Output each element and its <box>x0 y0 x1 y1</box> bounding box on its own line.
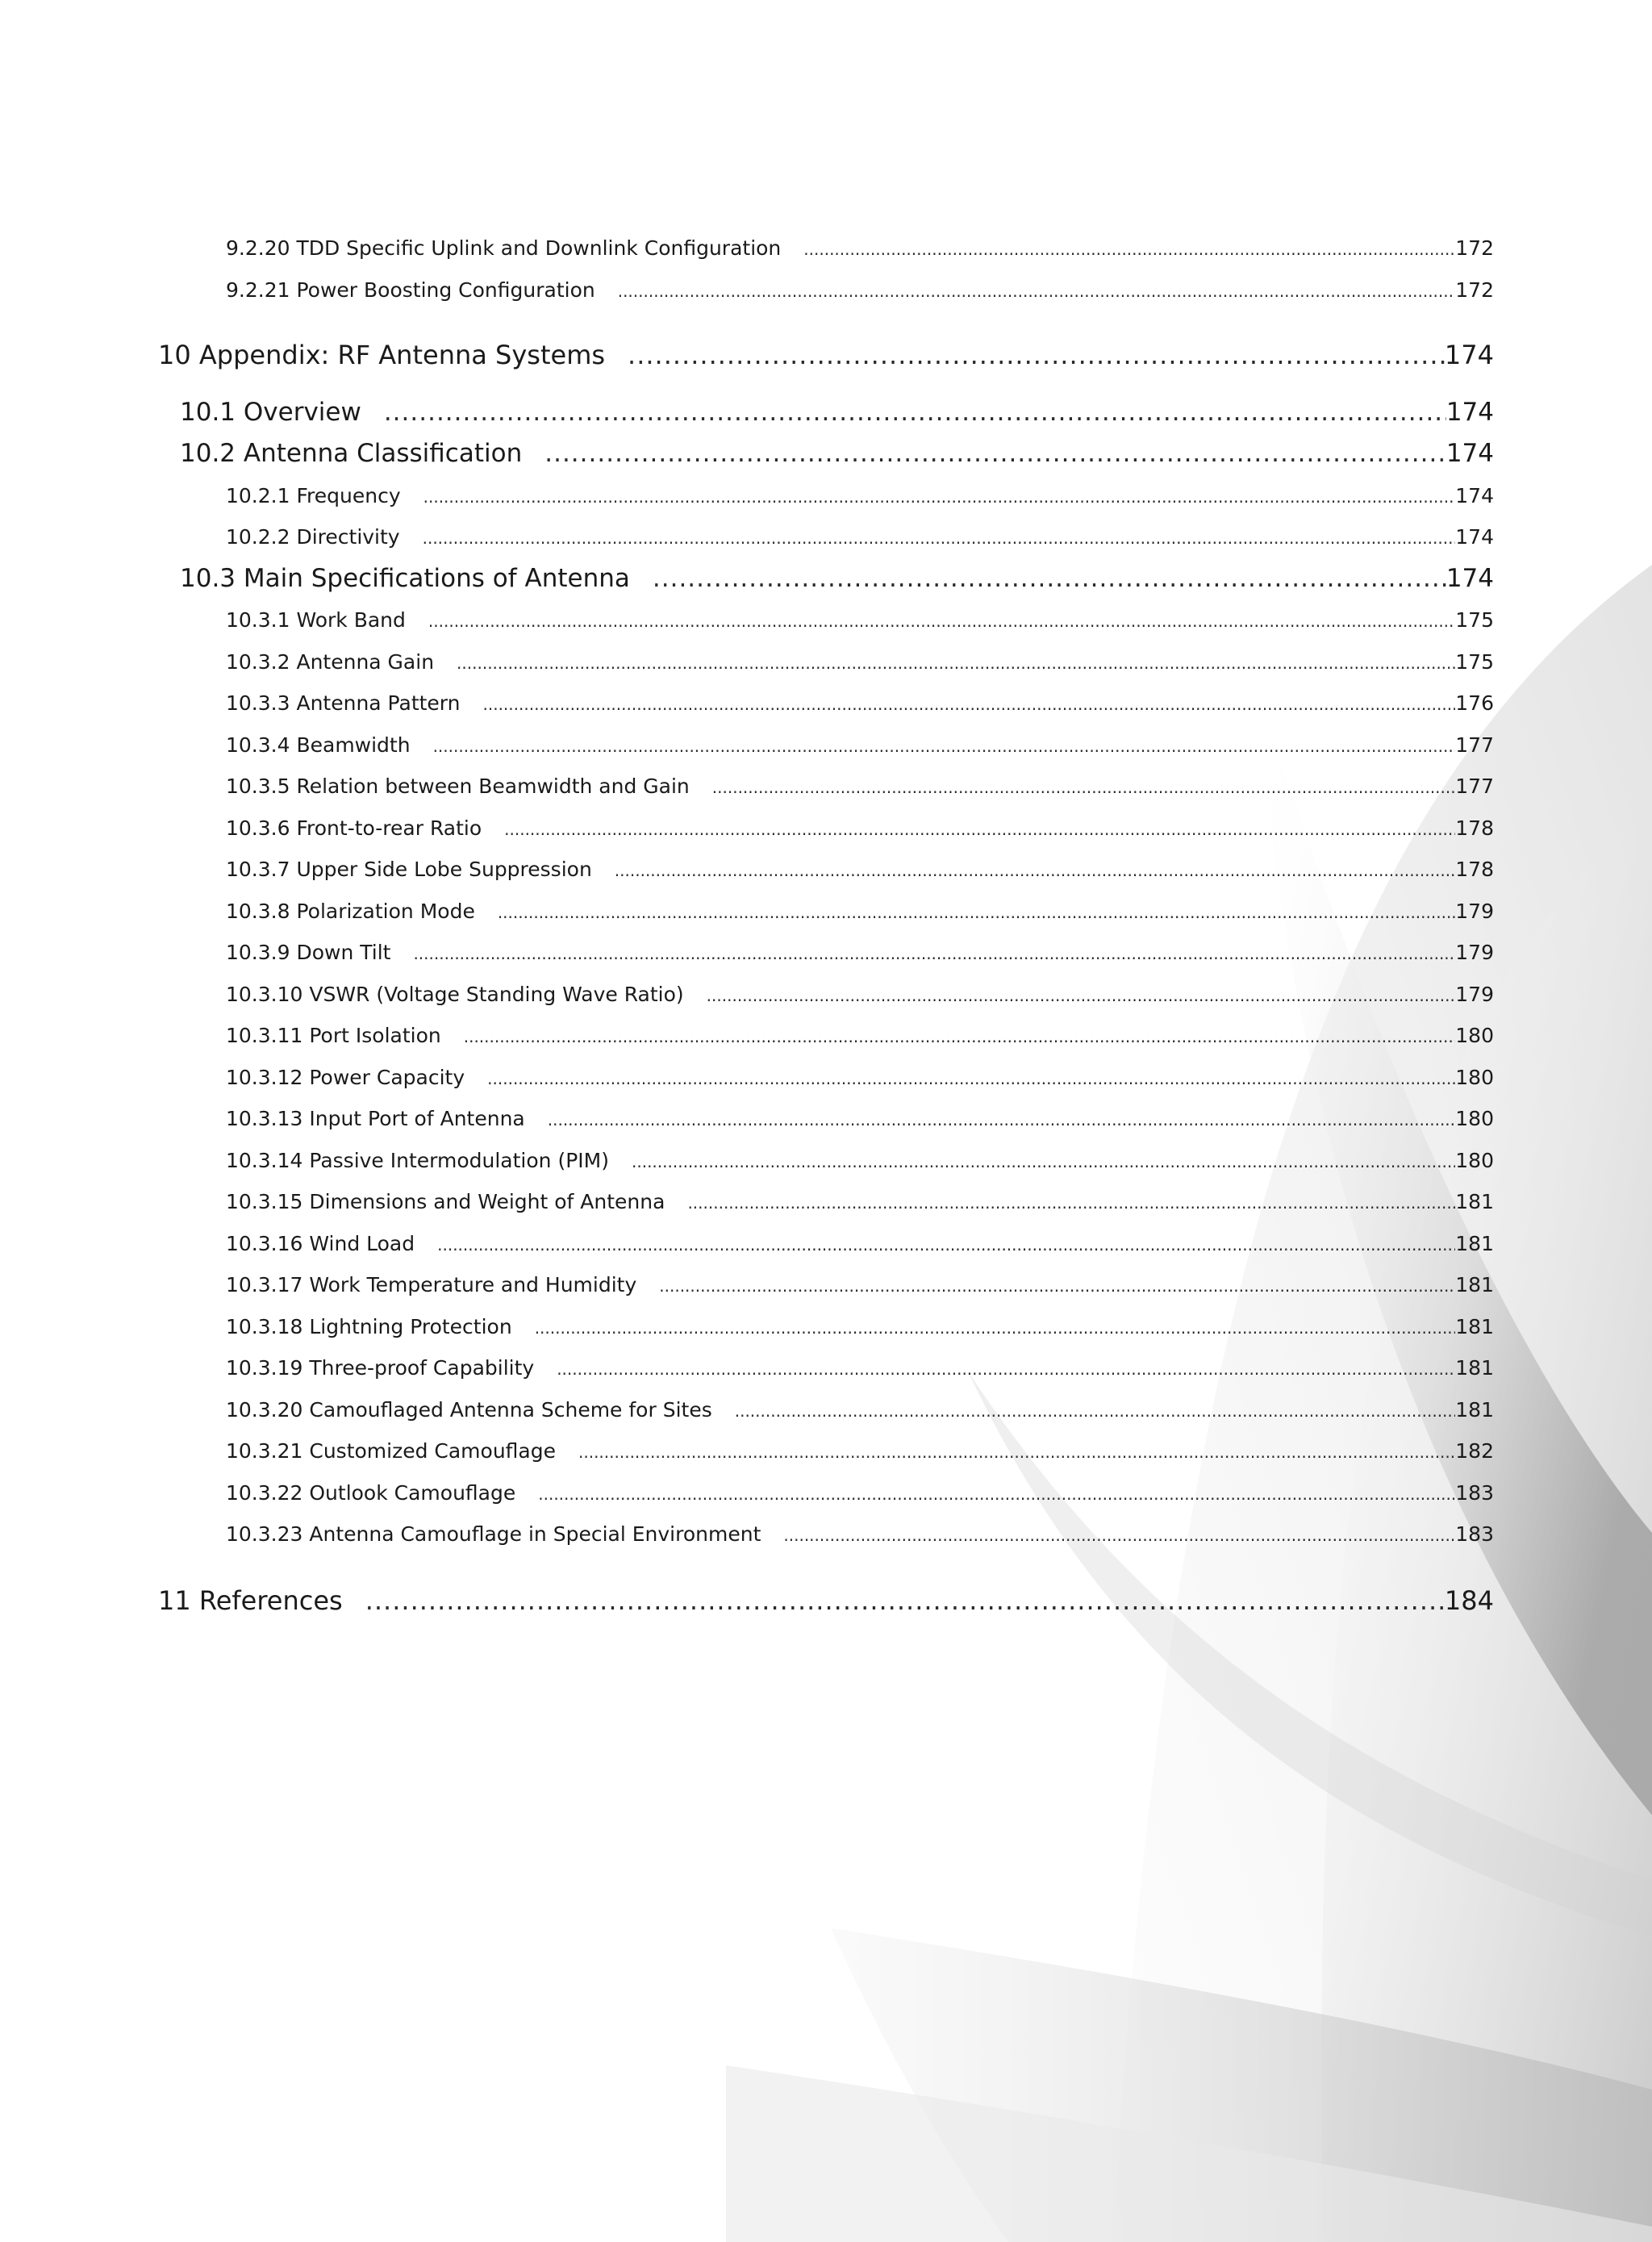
toc-entry-title: 10.3.11 Port Isolation <box>226 1024 441 1047</box>
dot-leader <box>615 856 1455 885</box>
toc-entry-title: 10.3.9 Down Tilt <box>226 941 391 964</box>
toc-entry-page: 177 <box>1455 733 1494 757</box>
dot-leader <box>632 1147 1455 1176</box>
toc-entry-page: 181 <box>1455 1273 1494 1296</box>
toc-entry-title: 10.3.1 Work Band <box>226 608 406 632</box>
toc-entry-page: 181 <box>1455 1356 1494 1380</box>
toc-entry-title: 10.3.13 Input Port of Antenna <box>226 1107 525 1130</box>
toc-entry-title: 10.3.23 Antenna Camouflage in Special Environment <box>226 1522 761 1546</box>
dot-leader <box>365 1583 1445 1618</box>
toc-entry-title: 10 Appendix: RF Antenna Systems <box>158 340 606 370</box>
toc-entry[interactable] <box>226 523 1494 552</box>
toc-entry-title: 10.3.3 Antenna Pattern <box>226 691 461 715</box>
toc-entry[interactable] <box>226 1104 1494 1134</box>
toc-entry-page: 180 <box>1455 1107 1494 1130</box>
dot-leader <box>428 607 1455 636</box>
toc-chapter-entry[interactable] <box>158 337 1494 373</box>
dot-leader <box>498 898 1455 927</box>
toc-entry-title: 9.2.21 Power Boosting Configuration <box>226 278 595 302</box>
toc-entry-title: 10.3.22 Outlook Camouflage <box>226 1481 516 1505</box>
toc-entry-page: 172 <box>1455 236 1494 260</box>
toc-entry[interactable] <box>226 1021 1494 1050</box>
dot-leader <box>578 1438 1455 1467</box>
toc-entry-title: 10.3.4 Beamwidth <box>226 733 411 757</box>
toc-entry[interactable] <box>226 855 1494 884</box>
toc-entry-page: 172 <box>1455 278 1494 302</box>
toc-entry[interactable] <box>226 276 1494 305</box>
toc-entry-title: 9.2.20 TDD Specific Uplink and Downlink Configuration <box>226 236 782 260</box>
toc-entry[interactable] <box>226 1271 1494 1300</box>
toc-entry-title: 10.2.2 Directivity <box>226 525 400 549</box>
toc-entry[interactable] <box>226 606 1494 635</box>
dot-leader <box>653 562 1446 595</box>
toc-entry-title: 10.3.14 Passive Intermodulation (PIM) <box>226 1149 609 1172</box>
toc-entry[interactable] <box>226 938 1494 967</box>
toc-entry[interactable] <box>226 689 1494 718</box>
toc-entry[interactable] <box>226 1063 1494 1092</box>
toc-entry-title: 10.3.7 Upper Side Lobe Suppression <box>226 858 592 881</box>
toc-entry[interactable] <box>226 234 1494 263</box>
toc-entry-page: 174 <box>1446 564 1494 593</box>
dot-leader <box>535 1313 1456 1342</box>
toc-entry-title: 10.3 Main Specifications of Antenna <box>180 564 630 593</box>
toc-entry[interactable] <box>226 1230 1494 1259</box>
toc-entry[interactable] <box>226 648 1494 677</box>
dot-leader <box>803 235 1455 264</box>
toc-entry[interactable] <box>226 731 1494 760</box>
toc-entry-title: 10.3.16 Wind Load <box>226 1232 415 1255</box>
dot-leader <box>618 277 1456 306</box>
toc-entry-title: 10.3.19 Three-proof Capability <box>226 1356 535 1380</box>
toc-entry[interactable] <box>226 1437 1494 1466</box>
toc-entry-title: 10.3.18 Lightning Protection <box>226 1315 512 1338</box>
toc-entry-page: 180 <box>1455 1024 1494 1047</box>
toc-section-entry[interactable] <box>180 395 1494 429</box>
dot-leader <box>423 482 1456 511</box>
toc-entry-page: 174 <box>1446 439 1494 468</box>
toc-entry-title: 10.3.20 Camouflaged Antenna Scheme for Sites <box>226 1398 712 1422</box>
toc-entry-page: 174 <box>1455 525 1494 549</box>
toc-entry[interactable] <box>226 1479 1494 1508</box>
toc-entry-page: 183 <box>1455 1481 1494 1505</box>
toc-entry-page: 175 <box>1455 608 1494 632</box>
toc-entry-page: 181 <box>1455 1232 1494 1255</box>
dot-leader <box>783 1521 1455 1550</box>
dot-leader <box>483 690 1456 719</box>
dot-leader <box>548 1105 1456 1134</box>
toc-entry-title: 10.2 Antenna Classification <box>180 439 523 468</box>
toc-entry[interactable] <box>226 772 1494 801</box>
dot-leader <box>437 1230 1455 1259</box>
toc-entry[interactable] <box>226 897 1494 926</box>
toc-entry[interactable] <box>226 1188 1494 1217</box>
toc-entry-page: 174 <box>1446 398 1494 427</box>
toc-entry-page: 178 <box>1455 858 1494 881</box>
dot-leader <box>687 1188 1455 1217</box>
toc-entry-page: 182 <box>1455 1439 1494 1463</box>
dot-leader <box>487 1064 1455 1093</box>
dot-leader <box>735 1397 1456 1426</box>
toc-entry-page: 178 <box>1455 816 1494 840</box>
dot-leader <box>433 732 1456 761</box>
toc-entry-page: 180 <box>1455 1149 1494 1172</box>
toc-entry-page: 179 <box>1455 983 1494 1006</box>
toc-chapter-entry[interactable] <box>158 1583 1494 1618</box>
toc-entry-title: 10.3.2 Antenna Gain <box>226 650 435 674</box>
toc-entry-page: 181 <box>1455 1315 1494 1338</box>
toc-entry-page: 179 <box>1455 941 1494 964</box>
dot-leader <box>423 524 1456 553</box>
toc-section-entry[interactable] <box>180 436 1494 470</box>
toc-entry[interactable] <box>226 814 1494 843</box>
dot-leader <box>538 1480 1455 1509</box>
dot-leader <box>504 815 1455 844</box>
toc-entry[interactable] <box>226 1313 1494 1342</box>
toc-entry-page: 181 <box>1455 1190 1494 1213</box>
toc-entry[interactable] <box>226 980 1494 1009</box>
dot-leader <box>464 1022 1456 1051</box>
dot-leader <box>557 1355 1455 1384</box>
toc-entry-title: 10.3.6 Front-to-rear Ratio <box>226 816 482 840</box>
toc-entry-title: 10.3.8 Polarization Mode <box>226 900 475 923</box>
toc-entry-page: 176 <box>1455 691 1494 715</box>
toc-entry-page: 175 <box>1455 650 1494 674</box>
toc-entry-title: 10.3.15 Dimensions and Weight of Antenna <box>226 1190 665 1213</box>
dot-leader <box>628 337 1445 373</box>
toc-entry-page: 181 <box>1455 1398 1494 1422</box>
dot-leader <box>413 939 1455 968</box>
dot-leader <box>707 981 1456 1010</box>
toc-entry[interactable] <box>226 1520 1494 1549</box>
toc-entry-title: 10.3.17 Work Temperature and Humidity <box>226 1273 637 1296</box>
dot-leader <box>384 395 1446 429</box>
toc-entry-title: 10.3.12 Power Capacity <box>226 1066 465 1089</box>
toc-entry-title: 10.3.21 Customized Camouflage <box>226 1439 556 1463</box>
toc-entry-title: 10.3.10 VSWR (Voltage Standing Wave Ratio) <box>226 983 684 1006</box>
dot-leader <box>712 773 1456 802</box>
toc-entry-title: 11 References <box>158 1585 343 1616</box>
toc-entry-title: 10.1 Overview <box>180 398 361 427</box>
toc-entry-page: 183 <box>1455 1522 1494 1546</box>
toc-entry-title: 10.2.1 Frequency <box>226 484 401 507</box>
toc-entry-title: 10.3.5 Relation between Beamwidth and Gain <box>226 774 690 798</box>
toc-entry-page: 174 <box>1444 340 1494 370</box>
toc-entry[interactable] <box>226 1396 1494 1425</box>
dot-leader <box>457 649 1455 678</box>
toc-entry-page: 174 <box>1455 484 1494 507</box>
toc-entry[interactable] <box>226 1146 1494 1175</box>
toc-entry-page: 184 <box>1444 1585 1494 1616</box>
dot-leader <box>544 436 1446 470</box>
toc-entry-page: 180 <box>1455 1066 1494 1089</box>
toc-entry[interactable] <box>226 1354 1494 1383</box>
toc-entry-page: 179 <box>1455 900 1494 923</box>
toc-section-entry[interactable] <box>180 562 1494 595</box>
toc-entry-page: 177 <box>1455 774 1494 798</box>
toc-entry[interactable] <box>226 482 1494 511</box>
dot-leader <box>659 1271 1455 1301</box>
